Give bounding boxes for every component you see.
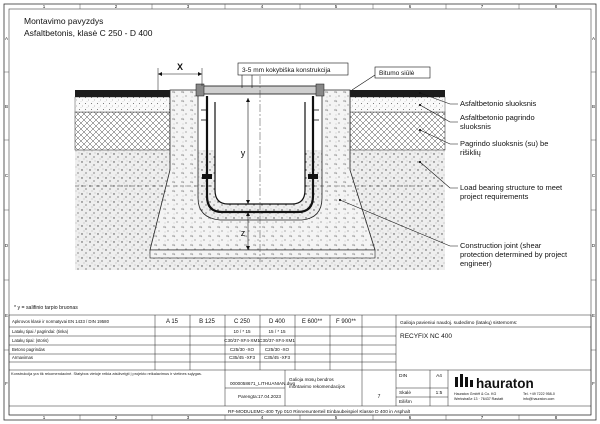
label-load-2: project requirements — [460, 192, 529, 201]
frame-col-1: 1 — [42, 4, 46, 9]
date-value: 17.04.2023 — [258, 394, 281, 399]
frame-row-b-right: B — [591, 104, 596, 109]
table-head-label: Apkrovos klasė ir normatyvai EN 1433 / DIN 19580 — [12, 319, 109, 324]
frame-row-e: E — [4, 313, 9, 318]
label-asphalt-base-1: Asfaltbetonio pagrindo — [460, 113, 535, 122]
label-load-1: Load bearing structure to meet — [460, 183, 563, 192]
sheet-number: 7 — [377, 394, 381, 400]
concrete-foundation — [150, 250, 375, 258]
frame-col-8-bottom: 8 — [554, 415, 558, 420]
frame-col-2-bottom: 2 — [114, 415, 118, 420]
asphalt-surface-right — [350, 90, 445, 97]
class-d400: D 400 — [268, 319, 286, 325]
row-3-label: Betono pagrindas — [12, 347, 45, 352]
asphalt-base-left — [75, 112, 170, 150]
top-joint-label: 3-5 mm kokybiška konstrukcija — [242, 67, 331, 74]
company-line-1: Hauraton GmbH & Co. KG — [454, 392, 497, 396]
company-line-2: Werkstraße 13 · 76437 Rastatt — [454, 397, 504, 401]
grating-frame-right — [316, 84, 324, 96]
class-b125: B 125 — [199, 319, 215, 325]
info-text: Galioja pavieniui naudoj. sudedimo (latakų) sistemoms: — [400, 321, 518, 326]
frame-row-a: A — [4, 36, 9, 41]
class-a15: A 15 — [165, 319, 179, 325]
class-c250: C 250 — [233, 319, 251, 325]
label-asphalt-base-2: sluoksnis — [460, 122, 491, 131]
frame-col-2: 2 — [114, 4, 118, 9]
asphalt-surface-left — [75, 90, 170, 97]
label-asphalt: Asfaltbetonio sluoksnis — [460, 99, 537, 108]
notes-text: Konstrukcija yra tik rekomendacinė. Statybos vietoje reikia atsižvelgti į projekto reikalavimus ir vietines sąlygas. — [11, 371, 202, 376]
frame-col-4-bottom: 4 — [260, 415, 264, 420]
scale-label: Skalė — [399, 391, 411, 396]
dimension-y-label: y — [240, 148, 246, 158]
asphalt-binder-right — [350, 97, 445, 112]
channel-flange-left — [202, 174, 212, 179]
frame-col-8: 8 — [554, 4, 558, 9]
title-line-1: Montavimo pavyzdys — [24, 16, 104, 26]
din-label: DIN — [399, 374, 408, 379]
frame-col-6-bottom: 6 — [408, 415, 412, 420]
dimension-x-label: X — [176, 62, 184, 72]
asphalt-binder-left — [75, 97, 170, 112]
row-2-d: C30/37-XF4-XM1 — [259, 338, 295, 343]
frame-row-f-right: F — [592, 381, 595, 386]
label-joint-3: engineer) — [460, 259, 492, 268]
label-joint-1: Construction joint (shear — [460, 241, 542, 250]
frame-col-7: 7 — [480, 4, 484, 9]
title-line-2: Asfaltbetonis, klasė C 250 - D 400 — [24, 28, 153, 38]
frame-col-6: 6 — [408, 4, 412, 9]
label-base-1: Pagrindo sluoksnis (su) be — [460, 139, 549, 148]
label-joint-2: protection determined by project — [460, 250, 568, 259]
frame-col-1-bottom: 1 — [42, 415, 46, 420]
frame-col-3-bottom: 3 — [186, 415, 190, 420]
asphalt-base-right — [350, 112, 445, 150]
edition-label: Eilišm — [399, 400, 412, 405]
channel-flange-right — [308, 174, 318, 179]
bitumen-label: Bitumo siūlė — [379, 70, 415, 77]
row-1-label: Latakų tipai / pagrindai: (tinka) — [12, 329, 69, 334]
grating-frame-left — [196, 84, 204, 96]
frame-row-b: B — [4, 104, 9, 109]
inline-note-1: Galioja mūsų bendros — [289, 377, 334, 382]
frame-col-7-bottom: 7 — [480, 415, 484, 420]
row-1-c: 10 / * 15 — [233, 329, 251, 334]
scale-value: 1:5 — [435, 391, 443, 396]
frame-row-a-right: A — [591, 36, 596, 41]
row-3-c: C25/30 -XO — [229, 347, 255, 352]
frame-row-f: F — [5, 381, 8, 386]
frame-row-d-right: D — [591, 243, 596, 248]
row-1-d: 15 / * 15 — [268, 329, 286, 334]
logo-mark-icon — [455, 374, 473, 387]
bitumen-leader — [352, 75, 375, 90]
footnote: * y = salifinio tarpio bruonas — [14, 305, 78, 311]
frame-row-c: C — [4, 173, 9, 178]
inline-note-2: montavimo rekomendacijos — [289, 384, 345, 389]
label-base-2: rišiklių — [460, 148, 481, 157]
drawing-caption: RF-MODULEMC-400 Typ 010 Rinnenunterteil Einbaubeispiel Klasse D 400 in Asphalt — [228, 410, 411, 415]
dimension-x — [158, 62, 202, 90]
hauraton-logo — [455, 374, 534, 391]
class-e600: E 600** — [301, 319, 323, 325]
row-3-d: C25/30 -XO — [264, 347, 290, 352]
row-2-label: Latakų tipai: (storis) — [12, 338, 49, 343]
din-value: A4 — [436, 374, 442, 379]
drawing-number: 0000058671_LITHUANIAN.dwg — [230, 381, 296, 386]
frame-col-5: 5 — [334, 4, 338, 9]
row-2-c: C30/37-XF4-XM1 — [224, 338, 260, 343]
frame-row-e-right: E — [591, 313, 596, 318]
logo-text: hauraton — [476, 376, 534, 391]
frame-row-c-right: C — [591, 173, 596, 178]
dimension-z-label: z — [240, 228, 246, 238]
frame-col-4: 4 — [260, 4, 264, 9]
company-line-3: Tel. +49 7222 958-0 — [523, 392, 555, 396]
row-4-d: C35/45 -XF3 — [263, 355, 291, 360]
row-4-label: Armavimas — [12, 355, 33, 360]
date-label: Parengta: — [238, 394, 258, 399]
class-f900: F 900** — [335, 319, 357, 325]
frame-col-3: 3 — [186, 4, 190, 9]
product-name: RECYFIX NC 400 — [400, 333, 453, 340]
frame-col-5-bottom: 5 — [334, 415, 338, 420]
frame-row-d: D — [4, 243, 9, 248]
row-4-c: C35/45 -XF3 — [228, 355, 256, 360]
company-line-4: info@hauraton.com — [523, 397, 555, 401]
